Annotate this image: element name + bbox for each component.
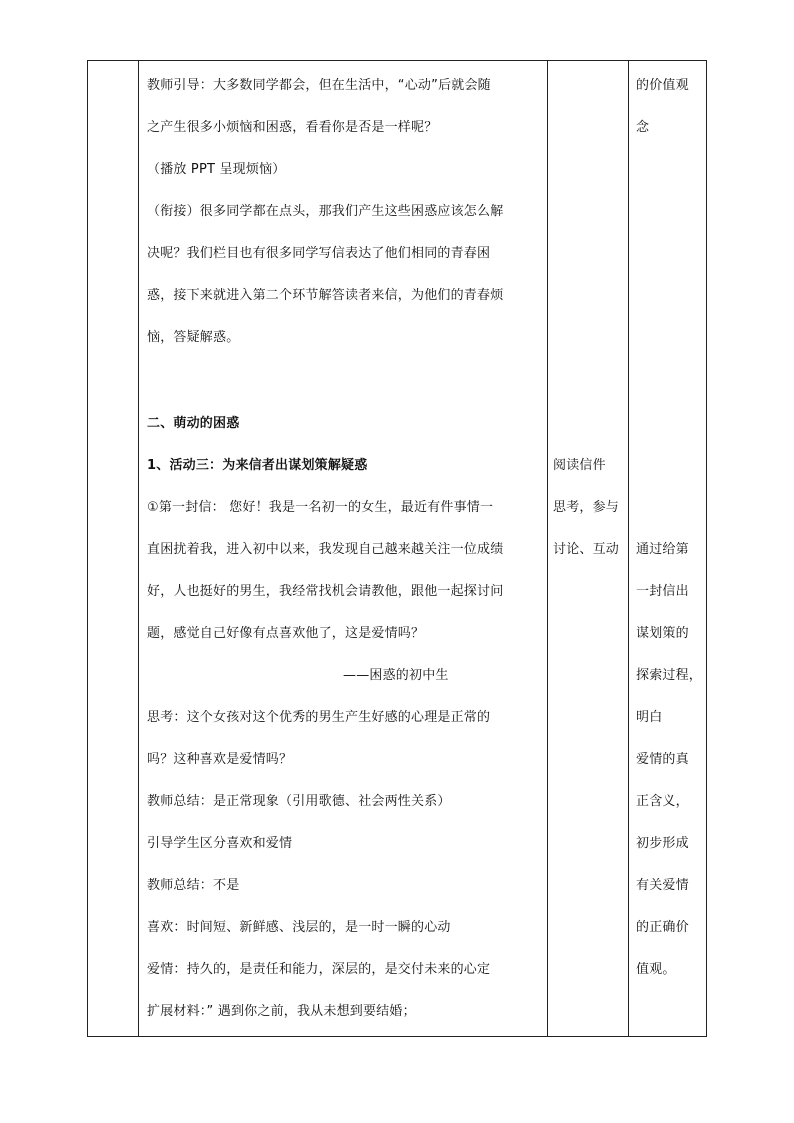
activity-heading: 1、活动三：为来信者出谋划策解疑惑 — [147, 458, 368, 473]
content-line: 直困扰着我，进入初中以来，我发现自己越来越关注一位成绩 — [147, 542, 504, 557]
content-line: 喜欢：时间短、新鲜感、浅层的，是一时一瞬的心动 — [147, 920, 451, 935]
content-line: ①第一封信： 您好！我是一名初一的女生，最近有件事情一 — [147, 500, 494, 515]
purpose-line: 通过给第 — [636, 542, 689, 557]
content-line: 教师引导：大多数同学都会，但在生活中，“心动”后就会随 — [147, 78, 491, 93]
purpose-line: 爱情的真 — [636, 752, 689, 767]
purpose-line: 明白 — [636, 710, 663, 725]
purpose-line: 初步形成 — [636, 836, 689, 851]
purpose-line: 探索过程， — [636, 668, 703, 683]
content-line: 教师总结：是正常现象（引用歌德、社会两性关系） — [147, 794, 451, 809]
content-line: 扩展材料：” 遇到你之前，我从未想到要结婚； — [147, 1004, 416, 1019]
purpose-line: 谋划策的 — [636, 626, 689, 641]
content-line: 思考：这个女孩对这个优秀的男生产生好感的心理是正常的 — [147, 710, 491, 725]
purpose-line: 正含义， — [636, 794, 689, 809]
content-line: （播放 PPT 呈现烦恼） — [147, 162, 286, 177]
letter-signature: ——困惑的初中生 — [343, 668, 449, 683]
lesson-table — [87, 60, 707, 1037]
purpose-line: 一封信出 — [636, 584, 689, 599]
content-line: 好，人也挺好的男生，我经常找机会请教他，跟他一起探讨问 — [147, 584, 504, 599]
student-activity-cell — [547, 61, 628, 1036]
purpose-line: 的正确价 — [636, 920, 689, 935]
design-purpose-cell — [628, 61, 708, 1036]
teaching-content-cell — [138, 61, 547, 1036]
student-line: 思考，参与 — [553, 500, 620, 515]
purpose-line: 的价值观 — [636, 78, 689, 93]
purpose-line: 有关爱情 — [636, 878, 689, 893]
stage-cell — [88, 61, 138, 1036]
content-line: 引导学生区分喜欢和爱情 — [147, 836, 293, 851]
content-line: 之产生很多小烦恼和困惑，看看你是否是一样呢？ — [147, 120, 438, 135]
content-line: 爱情：持久的，是责任和能力，深层的，是交付未来的心定 — [147, 962, 491, 977]
content-line: （衔接）很多同学都在点头，那我们产生这些困惑应该怎么解 — [147, 204, 504, 219]
content-line: 题，感觉自己好像有点喜欢他了，这是爱情吗？ — [147, 626, 425, 641]
purpose-line: 值观。 — [636, 962, 676, 977]
section-heading: 二、萌动的困惑 — [147, 416, 240, 431]
content-line: 吗？这种喜欢是爱情吗？ — [147, 752, 293, 767]
content-line: 惑，接下来就进入第二个环节解答读者来信，为他们的青春烦 — [147, 288, 504, 303]
student-line: 阅读信件 — [553, 458, 606, 473]
content-line: 教师总结：不是 — [147, 878, 240, 893]
content-line: 决呢？我们栏目也有很多同学写信表达了他们相同的青春困 — [147, 246, 491, 261]
student-line: 讨论、互动 — [553, 542, 620, 557]
content-line: 恼，答疑解惑。 — [147, 330, 240, 345]
purpose-line: 念 — [636, 120, 650, 135]
